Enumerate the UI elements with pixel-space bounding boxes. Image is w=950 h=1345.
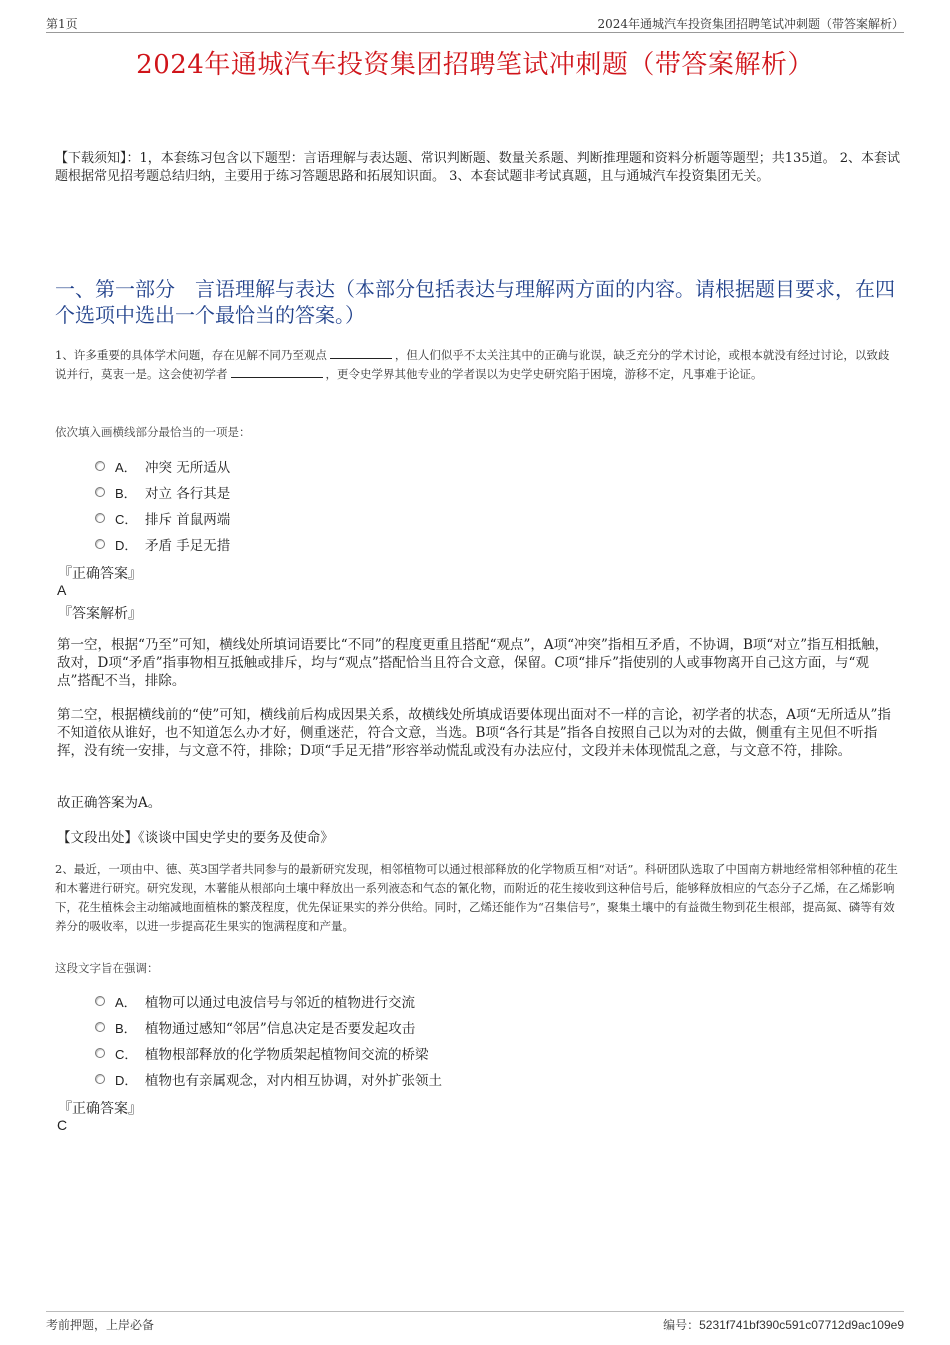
page-footer bbox=[46, 1311, 904, 1332]
question-2-text: 2、最近，一项由中、德、英3国学者共同参与的最新研究发现，相邻植物可以通过根部释放的化学物质互相“对话”。科研团队选取了中国南方耕地经常相邻种植的花生和木薯进行研究。研究发现，木薯能从根部向土壤中释放出一系列液态和气态的氰化物，而附近的花生接收到这种信号后，能够释放相应的气态分子乙烯，在乙烯影响下，花生植株会主动缩减地面植株的繁茂程度，优先保证果实的养分供给。同时，乙烯还能作为“召集信号”，聚集土壤中的有益微生物到花生根部，提高氮、磷等有效养分的吸收率，以进一步提高花生果实的饱满程度和产量。 bbox=[55, 862, 898, 933]
question-1-text: 1、许多重要的具体学术问题，存在见解不同乃至观点 ，但人们似乎不太关注其中的正确与讹误，缺乏充分的学术讨论，或根本就没有经过讨论，以致歧说并行，莫衷一是。这会使初学者 ，更令史学界其他专业的学者误以为史学史研究陷于困境，游移不定，凡事难于论证。 bbox=[55, 348, 890, 381]
radio-icon[interactable] bbox=[95, 996, 105, 1006]
option-c[interactable]: C． 植物根部释放的化学物质架起植物间交流的桥梁 bbox=[95, 1040, 442, 1066]
document-title: 2024年通城汽车投资集团招聘笔试冲刺题（带答案解析） bbox=[136, 50, 814, 80]
option-d[interactable]: D． 矛盾 手足无措 bbox=[95, 531, 230, 557]
analysis-label: 『答案解析』 bbox=[58, 606, 142, 622]
analysis-paragraph-1: 第一空，根据“乃至”可知，横线处所填词语要比“不同”的程度更重且搭配“观点”，A项“冲突”指相互矛盾，不协调，B项“对立”指互相抵触，敌对，D项“矛盾”指事物相互抵触或排斥，均与“观点”搭配恰当且符合文意，保留。C项“排斥”指使别的人或事物离开自己这方面，与“观点”搭配不当，排除。 bbox=[57, 637, 889, 689]
analysis-paragraph-2: 第二空，根据横线前的“使”可知，横线前后构成因果关系，故横线处所填成语要体现出面对不一样的言论，初学者的状态，A项“无所适从”指不知道依从谁好，也不知道怎么办才好，侧重迷茫，符合文意，当选。B项“各行其是”指各自按照自己以为对的去做，侧重有主见但不听指挥，没有统一安排，与文意不符，排除；D项“手足无措”形容举动慌乱或没有办法应付，文段并未体现慌乱之意，与文意不符，排除。 bbox=[57, 707, 891, 759]
page-header bbox=[46, 14, 904, 33]
question-2-prompt: 这段文字旨在强调： bbox=[55, 961, 159, 975]
footer-slogan: 考前押题，上岸必备 bbox=[46, 1318, 155, 1332]
download-notice: 【下载须知】：1，本套练习包含以下题型：言语理解与表达题、常识判断题、数量关系题、判断推理题和资料分析题等题型；共135道。 2、本套试题根据常见招考题总结归纳，主要用于练习答题思路和拓展知识面。 3、本套试题非考试真题，且与通城汽车投资集团无关。 bbox=[55, 151, 900, 184]
answer-label: 『正确答案』 bbox=[58, 1101, 142, 1117]
correct-answer: A bbox=[57, 582, 67, 598]
document-code: 编号：5231f741bf390c591c07712d9ac109e9 bbox=[663, 1318, 904, 1332]
radio-icon[interactable] bbox=[95, 513, 105, 523]
option-c[interactable]: C． 排斥 首鼠两端 bbox=[95, 505, 230, 531]
answer-blank-2 bbox=[231, 365, 323, 378]
question-1-prompt: 依次填入画横线部分最恰当的一项是： bbox=[55, 425, 251, 439]
answer-blank-1 bbox=[330, 346, 392, 359]
question-2-options bbox=[95, 988, 442, 1092]
radio-icon[interactable] bbox=[95, 539, 105, 549]
answer-label: 『正确答案』 bbox=[58, 566, 142, 582]
question-1-options bbox=[95, 453, 230, 557]
option-b[interactable]: B． 植物通过感知“邻居”信息决定是否要发起攻击 bbox=[95, 1014, 442, 1040]
text-source: 【文段出处】《谈谈中国史学史的要务及使命》 bbox=[57, 830, 334, 846]
radio-icon[interactable] bbox=[95, 1074, 105, 1084]
option-a[interactable]: A． 植物可以通过电波信号与邻近的植物进行交流 bbox=[95, 988, 442, 1014]
header-doc-title: 2024年通城汽车投资集团招聘笔试冲刺题（带答案解析） bbox=[597, 17, 904, 31]
radio-icon[interactable] bbox=[95, 487, 105, 497]
radio-icon[interactable] bbox=[95, 461, 105, 471]
option-d[interactable]: D． 植物也有亲属观念，对内相互协调，对外扩张领土 bbox=[95, 1066, 442, 1092]
option-a[interactable]: A． 冲突 无所适从 bbox=[95, 453, 230, 479]
option-b[interactable]: B． 对立 各行其是 bbox=[95, 479, 230, 505]
radio-icon[interactable] bbox=[95, 1022, 105, 1032]
radio-icon[interactable] bbox=[95, 1048, 105, 1058]
correct-answer: C bbox=[57, 1117, 68, 1133]
page-number: 第1页 bbox=[46, 17, 78, 31]
section-title: 一、第一部分 言语理解与表达（本部分包括表达与理解两方面的内容。请根据题目要求，在四个选项中选出一个最恰当的答案。） bbox=[55, 277, 895, 327]
analysis-conclusion: 故正确答案为A。 bbox=[57, 795, 162, 811]
